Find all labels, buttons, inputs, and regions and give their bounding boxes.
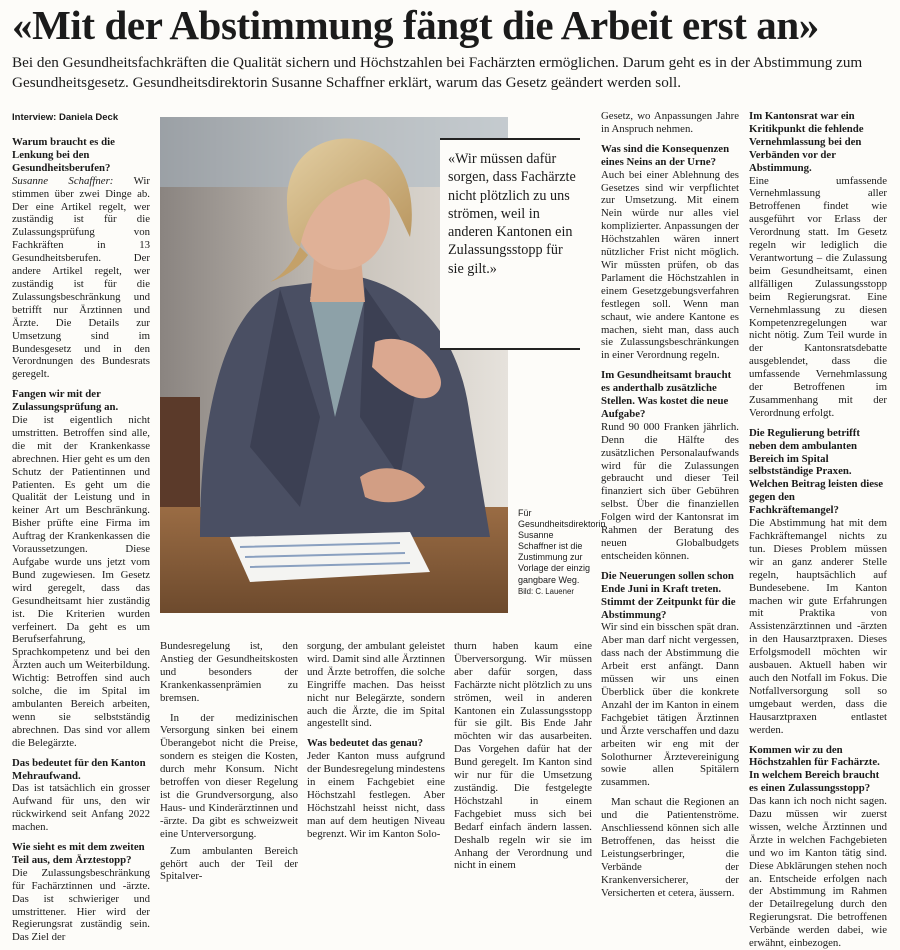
question: Fangen wir mit der Zulassungsprüfung an. — [12, 388, 119, 414]
question: Die Neuerungen sollen schon Ende Juni in Kraft treten. Stimmt der Zeitpunkt für die Abstimmung? — [601, 569, 736, 621]
article-column-6 — [749, 110, 887, 950]
question: Im Kantonsrat war ein Kritikpunkt die fehlende Vernehmlassung bei den Verbänden vor der Abstimmung. — [749, 110, 864, 174]
speaker-name: Susanne Schaffner: — [12, 174, 114, 187]
paragraph: In der medizinischen Versorgung sinken bei einem Überangebot nicht die Preise, sondern es steigen die Kosten, durch mehr Konsum. Nicht betroffen von dieser Regelung ist die Grundversorgung, also Haus- und Kinderärztinnen und -ärzte. Da gibt es schweizweit eine Unterversorgung. — [160, 711, 298, 840]
article-column-2 — [160, 640, 298, 883]
answer: Auch bei einer Ablehnung des Gesetzes sind wir verpflichtet zur Umsetzung. Mit einem Nein würde nur alles viel komplizierter. Anpassungen der Höchstzahlen wären innert nützlicher Frist nicht möglich. Wir müssten prüfen, ob das Parlament die Höchstzahlen in einem Gesetzgebungsverfahren festlegen soll. Wenn man schaut, wie andere Kantone es machen, sieht man, dass auch sie Zulassungsbeschränkungen in einer Verordnung regeln. — [601, 168, 739, 362]
paragraph: sorgung, der ambulant geleistet wird. Damit sind alle Ärztinnen und Ärzte betroffen, die solche Eingriffe machen. Das heisst nicht nur Belegärzte, sondern auch die Ärzte, die im Spital angestellt sind. — [307, 640, 445, 730]
question: Im Gesundheitsamt braucht es anderthalb zusätzliche Stellen. Was kostet die neue Aufgabe? — [601, 369, 732, 420]
article-column-3 — [307, 640, 445, 840]
answer: Die Zulassungsbeschränkung für Fachärztinnen und -ärzte. Das ist schwieriger und umstrittener. Hier wird der Regierungsrat zuständig sein. Das Ziel der — [12, 866, 150, 944]
article-column-5 — [601, 110, 739, 899]
answer: Wir sind ein bisschen spät dran. Aber man darf nicht vergessen, dass nach der Abstimmung die Arbeit erst anfängt. Dann müssen wir uns einen Überblick über die konkrete Anzahl der im Kanton in einem Fachgebiet tätigen Ärztinnen und Ärzte verschaffen und dazu arbeiten wir eng mit der Solothurner Ärztevereinigung sowie allen Spitälern zusammen. — [601, 621, 739, 789]
answer-text: Wir stimmen über zwei Dinge ab. Der eine Artikel regelt, wer zuständig ist für die Zulassungsprüfung von Fachkräften in 13 Gesundheitsberufen. Der andere Artikel regelt, wer zuständig ist für die Zulassungsbeschränkung und betrifft nur Ärztinnen und Ärzte. Die Details zur Umsetzung sind im Bundesgesetz und in den Verordnungen des Bundesrats geregelt. — [12, 174, 150, 381]
question: Die Regulierung betrifft neben dem ambulanten Bereich im Spital selbstständige Praxen. Welchen Beitrag leisten diese gegen den Fachkräftemangel? — [749, 426, 884, 517]
question: Wie sieht es mit dem zweiten Teil aus, dem Ärztestopp? — [12, 841, 145, 866]
paragraph: Bundesregelung ist, den Anstieg der Gesundheitskosten und besonders der Krankenkassenprämien zu bremsen. — [160, 640, 298, 704]
paragraph: Gesetz, wo Anpassungen Jahre in Anspruch nehmen. — [601, 110, 739, 135]
pull-quote-text: «Wir müssen dafür sorgen, dass Fachärzte nicht plötzlich zu uns strömen, weil in anderen Kantonen ein Zulassungsstopp für sie gilt.» — [448, 151, 576, 277]
answer: Die Abstimmung hat mit dem Fachkräftemangel nichts zu tun. Dieses Problem müssen wir an ganz anderer Stelle regeln, hauptsächlich auf Bundesebene. Im Kanton machen wir gute Erfahrungen mit Praktika von Assistenzärztinnen und -ärzten in den Hausarztpraxen. Dieses Erfolgsmodell möchten wir ausbauen. Aktuell haben wir auch den Notfall im Fokus. Die Notfallversorgung soll so umgebaut werden, dass die Hausarztpraxen entlastet werden. — [749, 517, 887, 736]
answer: Das ist tatsächlich ein grosser Aufwand für uns, den wir rückwirkend seit Anfang 2022 machen. — [12, 782, 150, 834]
pull-quote — [440, 138, 580, 350]
byline: Interview: Daniela Deck — [12, 112, 119, 123]
photo-caption — [518, 508, 606, 597]
answer — [12, 175, 150, 382]
paragraph: Man schaut die Regionen an und die Patientenströme. Anschliessend können sich alle Betroffenen, das heisst die Leistungserbringer, die Verbände der Krankenversicherer, der Versicherten et cetera, äussern. — [601, 796, 739, 899]
question: Kommen wir zu den Höchstzahlen für Fachärzte. In welchem Bereich braucht es einen Zulassungsstopp? — [749, 743, 880, 795]
question: Was bedeutet das genau? — [307, 737, 424, 750]
answer: Jeder Kanton muss aufgrund der Bundesregelung mindestens in einem Fachgebiet eine Höchstzahl festlegen. Aber Höchstzahl heisst nicht, dass man auf dem heutigen Niveau begrenzt. Wir im Kanton Solo- — [307, 750, 445, 840]
question: Was sind die Konsequenzen eines Neins an der Urne? — [601, 142, 730, 168]
answer: Eine umfassende Vernehmlassung aller Betroffenen findet wie ausgeführt vor Erlass der Verordnung statt. Im Gesetz regeln wir lediglich die Verantwortung – die Zulassung beim Gesundheitsamt, einen allfälligen Zulassungsstopp beim Regierungsrat. Eine Vernehmlassung zu diesen Kompetenzregelungen war nicht nötig. Zum Teil wurde in der Kantonsratsdebatte ausgeblendet, dass die umfassende Vernehmlassung der Betroffenen im Zusammenhang mit der Verordnung erfolgt. — [749, 174, 887, 419]
paragraph: thurn haben kaum eine Überversorgung. Wir müssen aber dafür sorgen, dass Fachärzte nicht plötzlich zu uns strömen, weil in anderen Kantonen ein Zulassungsstopp für sie gilt. Bis Ende Jahr möchten wir das ausarbeiten. Das Vorgehen dafür hat der Bund geregelt. Im Kanton sind wir nur für die Umsetzung zuständig. Die festgelegte Höchstzahl in einem Fachgebiet muss sich bei Bedarf einfach ändern lassen. Deshalb regeln wir sie im Anhang der Verordnung und nicht in einem — [454, 640, 592, 872]
answer: Die ist eigentlich nicht umstritten. Betroffen sind alle, die mit der Krankenkasse abrechnen. Hier geht es um den Schutz der Patientinnen und Patienten. Es geht um die Qualität der Leistung und in keiner Art um Beschränkung. Bisher prüfte eine Firma im Auftrag der Krankenkassen die Voraussetzungen. Diese Aufgabe wurde uns jetzt vom Bund zugewiesen. Im Gesetz wird geregelt, dass das Gesundheitsamt hier zuständig ist. Die Kriterien wurden verfeinert. Da geht es um Berufserfahrung, Sprachkompetenz und bei den Ärzten auch um Weiterbildung. Wichtig: Betroffen sind auch solche, die im Spital im ambulanten Bereich arbeiten, wenn sie selbstständig abrechnen. Das sind vor allem die Belegärzte. — [12, 414, 150, 749]
article-headline: «Mit der Abstimmung fängt die Arbeit erst an» — [12, 2, 819, 48]
photo-credit: Bild: C. Lauener — [518, 586, 574, 596]
paragraph: Zum ambulanten Bereich gehört auch der Teil der Spitalver- — [160, 844, 298, 883]
question: Warum braucht es die Lenkung bei den Gesundheitsberufen? — [12, 136, 115, 174]
answer: Rund 90 000 Franken jährlich. Denn die Hälfte des zusätzlichen Personalaufwands wird für die Zulassungen gebraucht und dieser Teil finanziert sich über Gebühren selbst. Über die finanziellen Folgen wird der Kantonsrat im Rahmen der Beratung des neuen Globalbudgets entscheiden können. — [601, 420, 739, 562]
caption-text: Für Gesundheitsdirektorin Susanne Schaffner ist die Zustimmung zur Vorlage der einzig gangbare Weg. — [518, 508, 606, 585]
article-column-4 — [454, 640, 592, 872]
answer: Das kann ich noch nicht sagen. Dazu müssen wir zuerst wissen, welche Ärztinnen und Ärzte in welchen Fachgebieten und wo im Kanton tätig sind. Diese Abklärungen stehen noch an. Entscheide erfolgen nach der Abstimmung im Rahmen der Detailregelung durch den Regierungsrat. Die betroffenen Verbände werden dabei, wie erwähnt, einbezogen. — [749, 795, 887, 950]
question: Das bedeutet für den Kanton Mehraufwand. — [12, 756, 146, 782]
article-column-1 — [12, 136, 150, 944]
article-lead: Bei den Gesundheitsfachkräften die Qualität sichern und Höchstzahlen bei Fachärzten ermöglichen. Darum geht es in der Abstimmung zum Gesundheitsgesetz. Gesundheitsdirektorin Susanne Schaffner erklärt, warum das Gesetz geändert werden soll. — [12, 54, 863, 91]
